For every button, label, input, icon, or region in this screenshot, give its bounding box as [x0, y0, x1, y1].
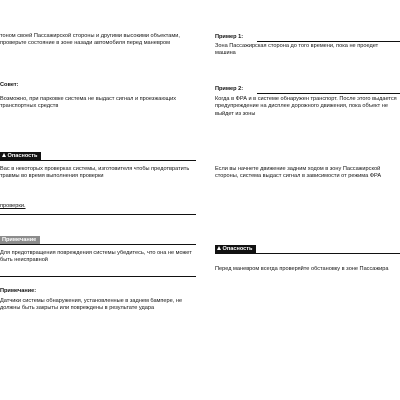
warning-label-1: Опасность [0, 152, 41, 160]
warning-text-2: Перед маневром всегда проверяйте обстановку в зоне Пассажира [215, 266, 389, 272]
example-1-heading: Пример 1: [215, 34, 244, 40]
remark-heading: Примечание: [0, 288, 37, 294]
example-2-header [215, 85, 400, 95]
warning-header-2 [215, 245, 400, 253]
warning-header-1 [0, 152, 196, 160]
example-1-text: Зона Пассажирская сторона до того времени, пока не проедет машина [215, 43, 379, 57]
example-2-rule [257, 93, 400, 94]
note-bottom-rule [0, 276, 196, 277]
note-label: Примечание [0, 236, 40, 244]
warning-rule-1 [0, 160, 196, 161]
warning-bottom-rule-1 [0, 214, 196, 215]
example-2-extra-text: Если вы начнете движение задним ходом в зону Пассажирской стороны, система выдаст сигнал в зависимости от режима ФРА [215, 166, 382, 180]
warning-triangle-icon [2, 153, 6, 157]
note-rule [0, 244, 196, 245]
tip-paragraph: Возможно, при парковке система не выдаст сигнал и проезжающих транспортных средств [0, 96, 177, 110]
warning-link-1[interactable]: проверки. [0, 203, 26, 209]
example-1-header [215, 33, 400, 43]
example-2-heading: Пример 2: [215, 86, 244, 92]
warning-label-2: Опасность [215, 245, 256, 253]
tip-heading: Совет: [0, 82, 19, 88]
note-text: Для предотвращения повреждения системы убедитесь, что она не может быть неисправной [0, 250, 192, 264]
remark-paragraph: Датчики системы обнаружения, установленные в заднем бампере, не должны быть закрыты или повреждены в результате удара [0, 298, 183, 312]
intro-paragraph: тоном своей Пассажирской стороны и другими высокими объектами, проверьте состояние в зоне назади автомобиля перед маневром [0, 33, 180, 47]
example-1-rule [257, 41, 400, 42]
warning-text-1: Вас в некоторых проверках системы, изготовителя чтобы предотвратить травмы во время выполнения проверки [0, 166, 190, 180]
example-2-text: Когда в ФРА и в системе обнаружен транспорт. После этого выдается предупреждение на дисплее дорожного движения, пока объект не выйдет из зоны [215, 96, 397, 117]
warning-rule-2 [215, 253, 400, 254]
warning-triangle-icon [217, 246, 221, 250]
note-header [0, 236, 196, 244]
